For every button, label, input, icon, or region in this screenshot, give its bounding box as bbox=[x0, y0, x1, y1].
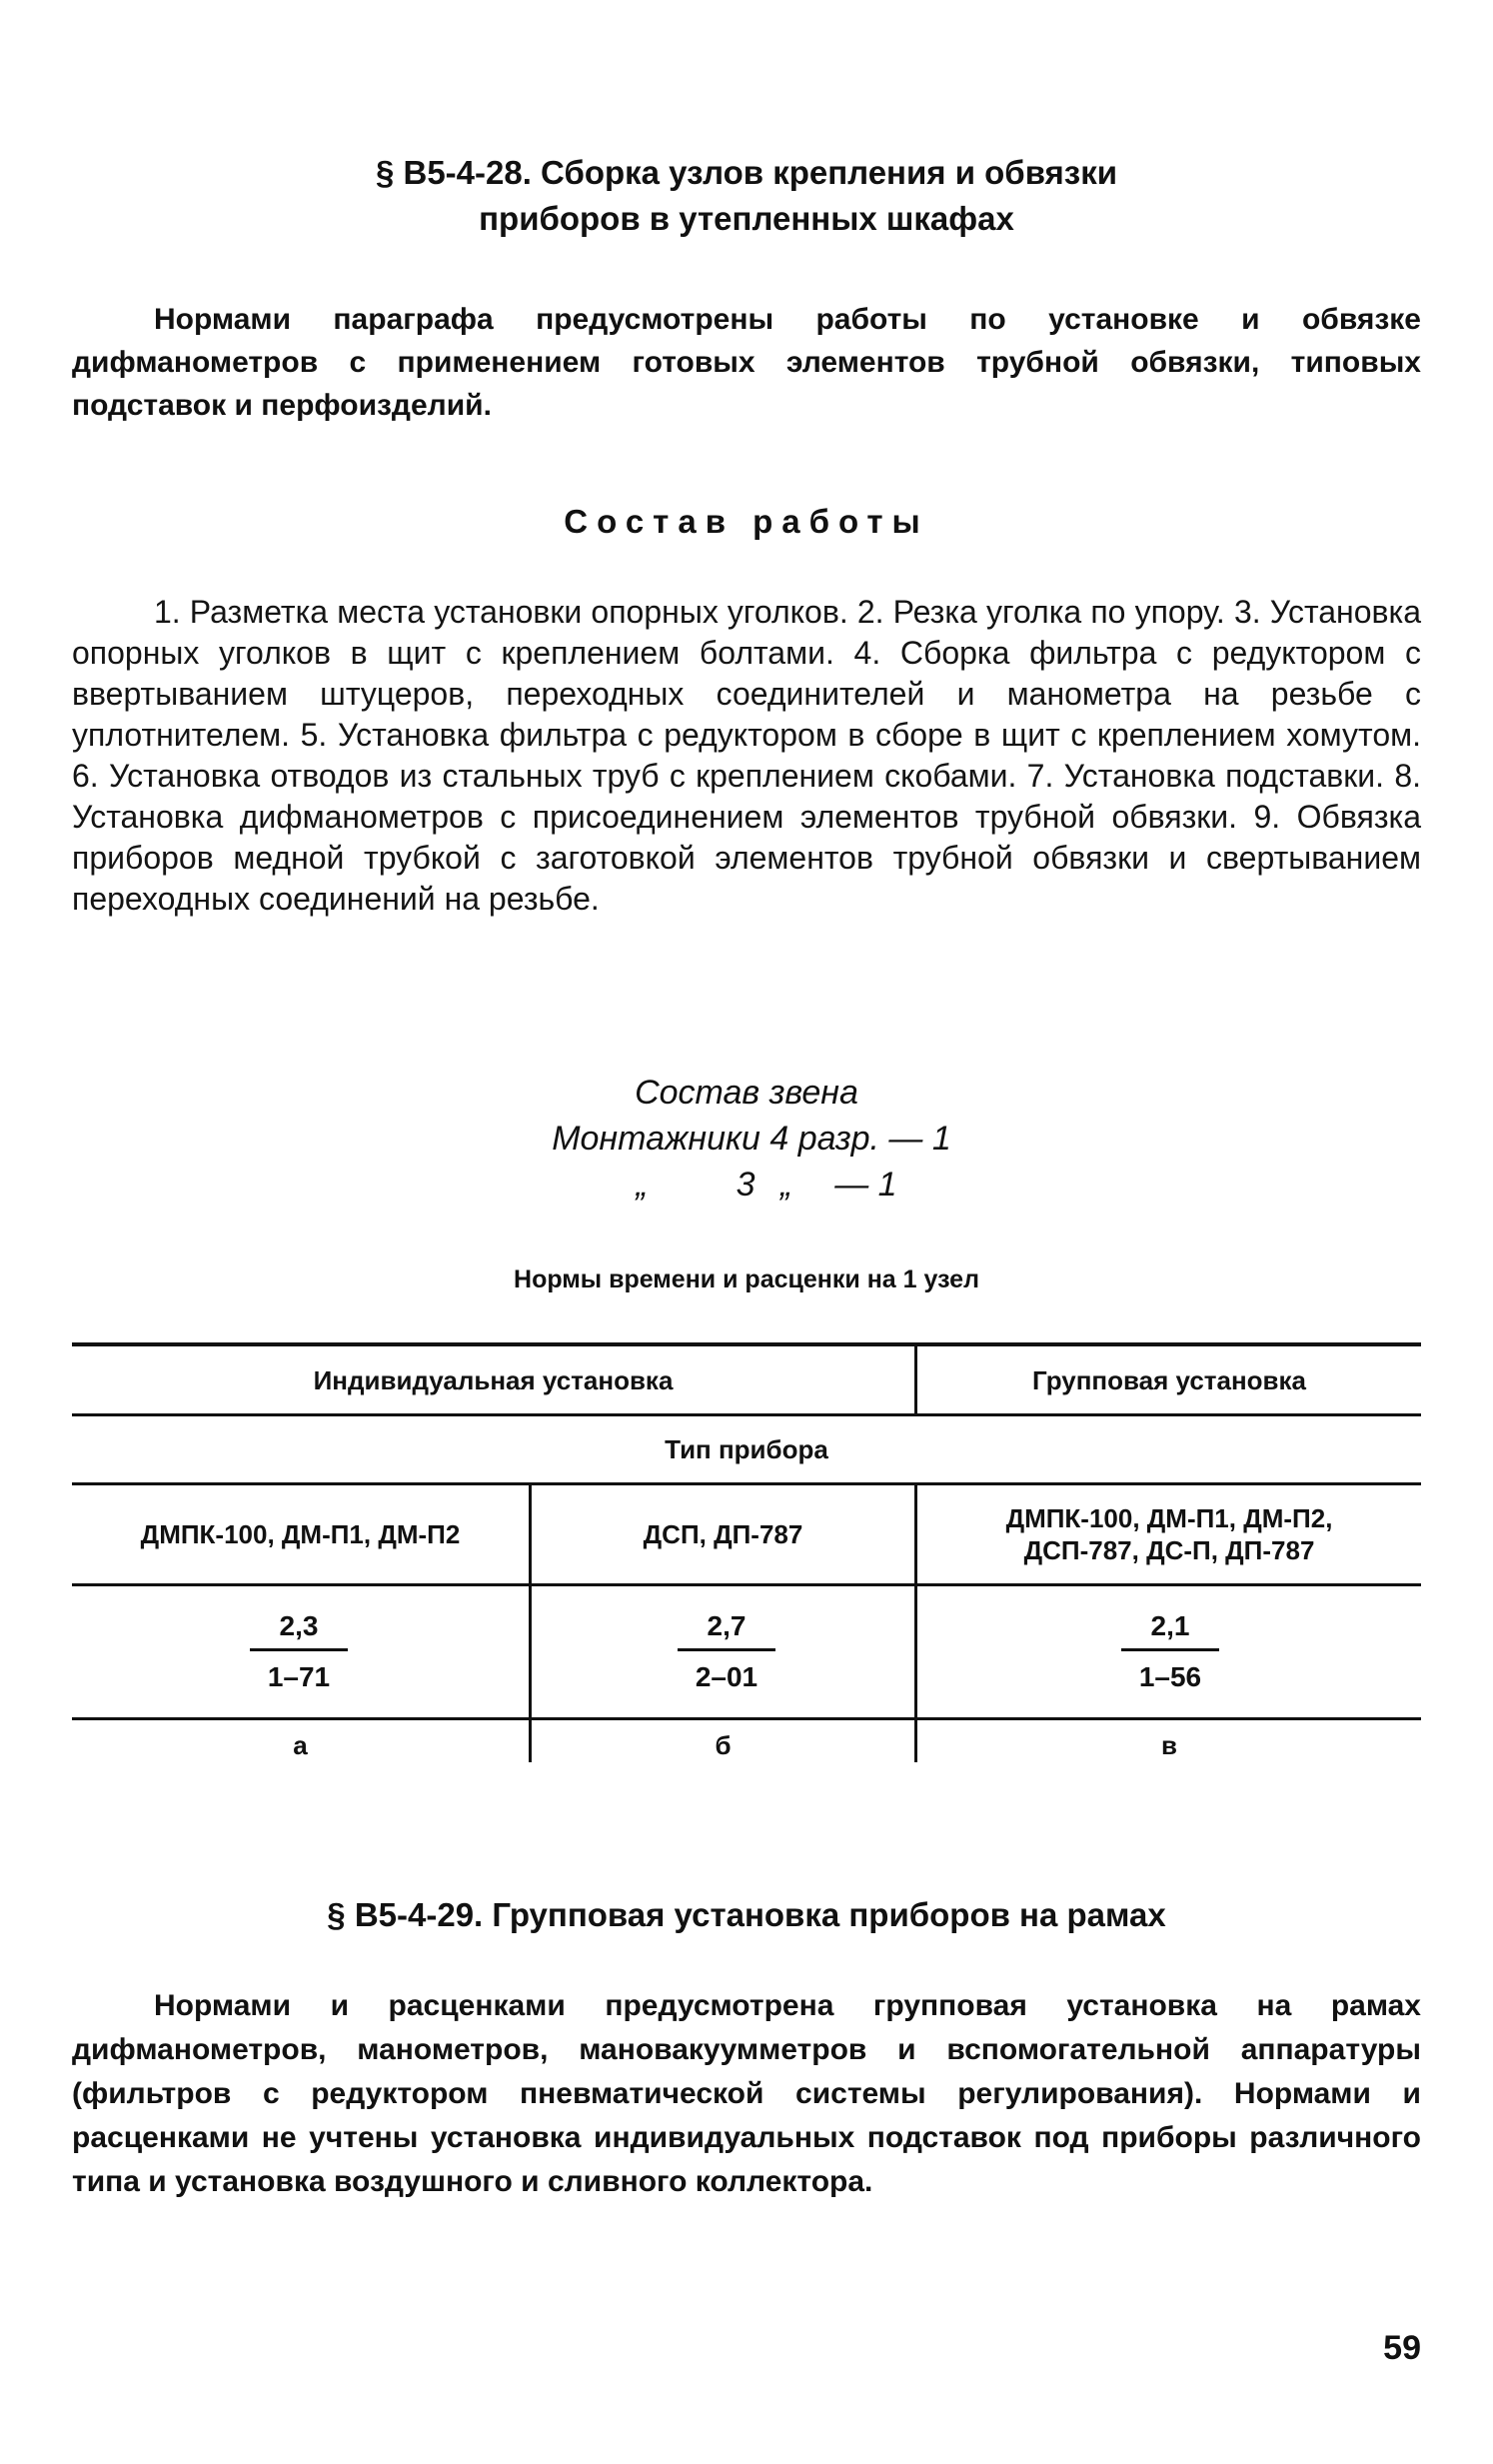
time-norm: 2,7 bbox=[678, 1610, 775, 1651]
rate: 2–01 bbox=[695, 1661, 758, 1692]
rate: 1–71 bbox=[267, 1661, 331, 1692]
section-title-line-1: § В5-4-28. Сборка узлов крепления и обвязки bbox=[375, 154, 1118, 191]
column-letter-b: б bbox=[715, 1730, 732, 1760]
section-2-paragraph: Нормами и расценками предусмотрена групповая установка на рамах дифманометров, манометров, мановакуумметров и вспомогательной аппаратуры (фильтров с редуктором пневматической системы регулирования). Нормами и расценками не учтены установка индивидуальных подставок под приборы различного типа и установка воздушного и сливного коллектора. bbox=[72, 1989, 1421, 2198]
crew-heading: Состав звена bbox=[635, 1074, 858, 1112]
work-composition-text: 1. Разметка места установки опорных уголков. 2. Резка уголка по упору. 3. Установка опорных уголков в щит с креплением болтами. 4. Сборка фильтра с редуктором с ввертыванием штуцеров, переходных соединителей и манометра на резьбе с уплотнителем. 5. Установка фильтра с редуктором в сборе в щит с креплением хомутом. 6. Установка отводов из стальных труб с креплением скобами. 7. Установка подставки. 8. Установка дифманометров с присоединением элементов трубной обвязки. 9. Обвязка приборов медной трубкой с заготовкой элементов трубной обвязки и свертыванием переходных соединений на резьбе. bbox=[72, 594, 1421, 917]
norm-rate-c bbox=[1121, 1610, 1219, 1693]
norm-rate-a bbox=[250, 1610, 348, 1693]
section-title-line-2: приборов в утепленных шкафах bbox=[479, 200, 1014, 237]
section-title-b5-4-29: § В5-4-29. Групповая установка приборов на рамах bbox=[327, 1896, 1166, 1933]
ditto-mark: „ bbox=[636, 1166, 648, 1204]
time-norm: 2,1 bbox=[1121, 1610, 1219, 1651]
header-device-type: Тип прибора bbox=[665, 1434, 828, 1464]
norms-table bbox=[72, 1342, 1421, 1762]
header-individual-installation: Индивидуальная установка bbox=[313, 1364, 674, 1395]
norm-rate-b bbox=[678, 1610, 775, 1693]
crew-composition bbox=[0, 1070, 1493, 1208]
crew-line-4th-grade: Монтажники 4 разр. — 1 bbox=[552, 1120, 951, 1158]
device-type-col-c-line-1: ДМПК-100, ДМ-П1, ДМ-П2, bbox=[1005, 1503, 1333, 1533]
table-rule bbox=[72, 1717, 1421, 1720]
time-norm: 2,3 bbox=[250, 1610, 348, 1651]
device-type-col-c bbox=[917, 1485, 1421, 1583]
section-title-b5-4-28 bbox=[0, 150, 1493, 242]
table-caption: Нормы времени и расценки на 1 узел bbox=[514, 1265, 979, 1293]
table-rule bbox=[72, 1583, 1421, 1586]
rate: 1–56 bbox=[1138, 1661, 1202, 1692]
crew-count: — 1 bbox=[834, 1166, 897, 1204]
device-type-col-b: ДСП, ДП-787 bbox=[643, 1519, 803, 1549]
page-number: 59 bbox=[1383, 2329, 1421, 2367]
device-type-col-c-line-2: ДСП-787, ДС-П, ДП-787 bbox=[1023, 1535, 1315, 1565]
column-letter-c: в bbox=[1161, 1730, 1177, 1760]
work-composition-heading: Состав работы bbox=[564, 503, 929, 540]
ditto-mark: „ bbox=[780, 1166, 792, 1204]
header-group-installation: Групповая установка bbox=[1031, 1364, 1307, 1395]
crew-line-3rd-grade bbox=[0, 1162, 1493, 1208]
column-letter-a: а bbox=[293, 1730, 308, 1760]
crew-grade: 3 bbox=[736, 1166, 755, 1204]
section-intro-paragraph: Нормами параграфа предусмотрены работы по установке и обвязке дифманометров с применением готовых элементов трубной обвязки, типовых подставок и перфоизделий. bbox=[72, 303, 1421, 422]
device-type-col-a: ДМПК-100, ДМ-П1, ДМ-П2 bbox=[140, 1519, 461, 1549]
